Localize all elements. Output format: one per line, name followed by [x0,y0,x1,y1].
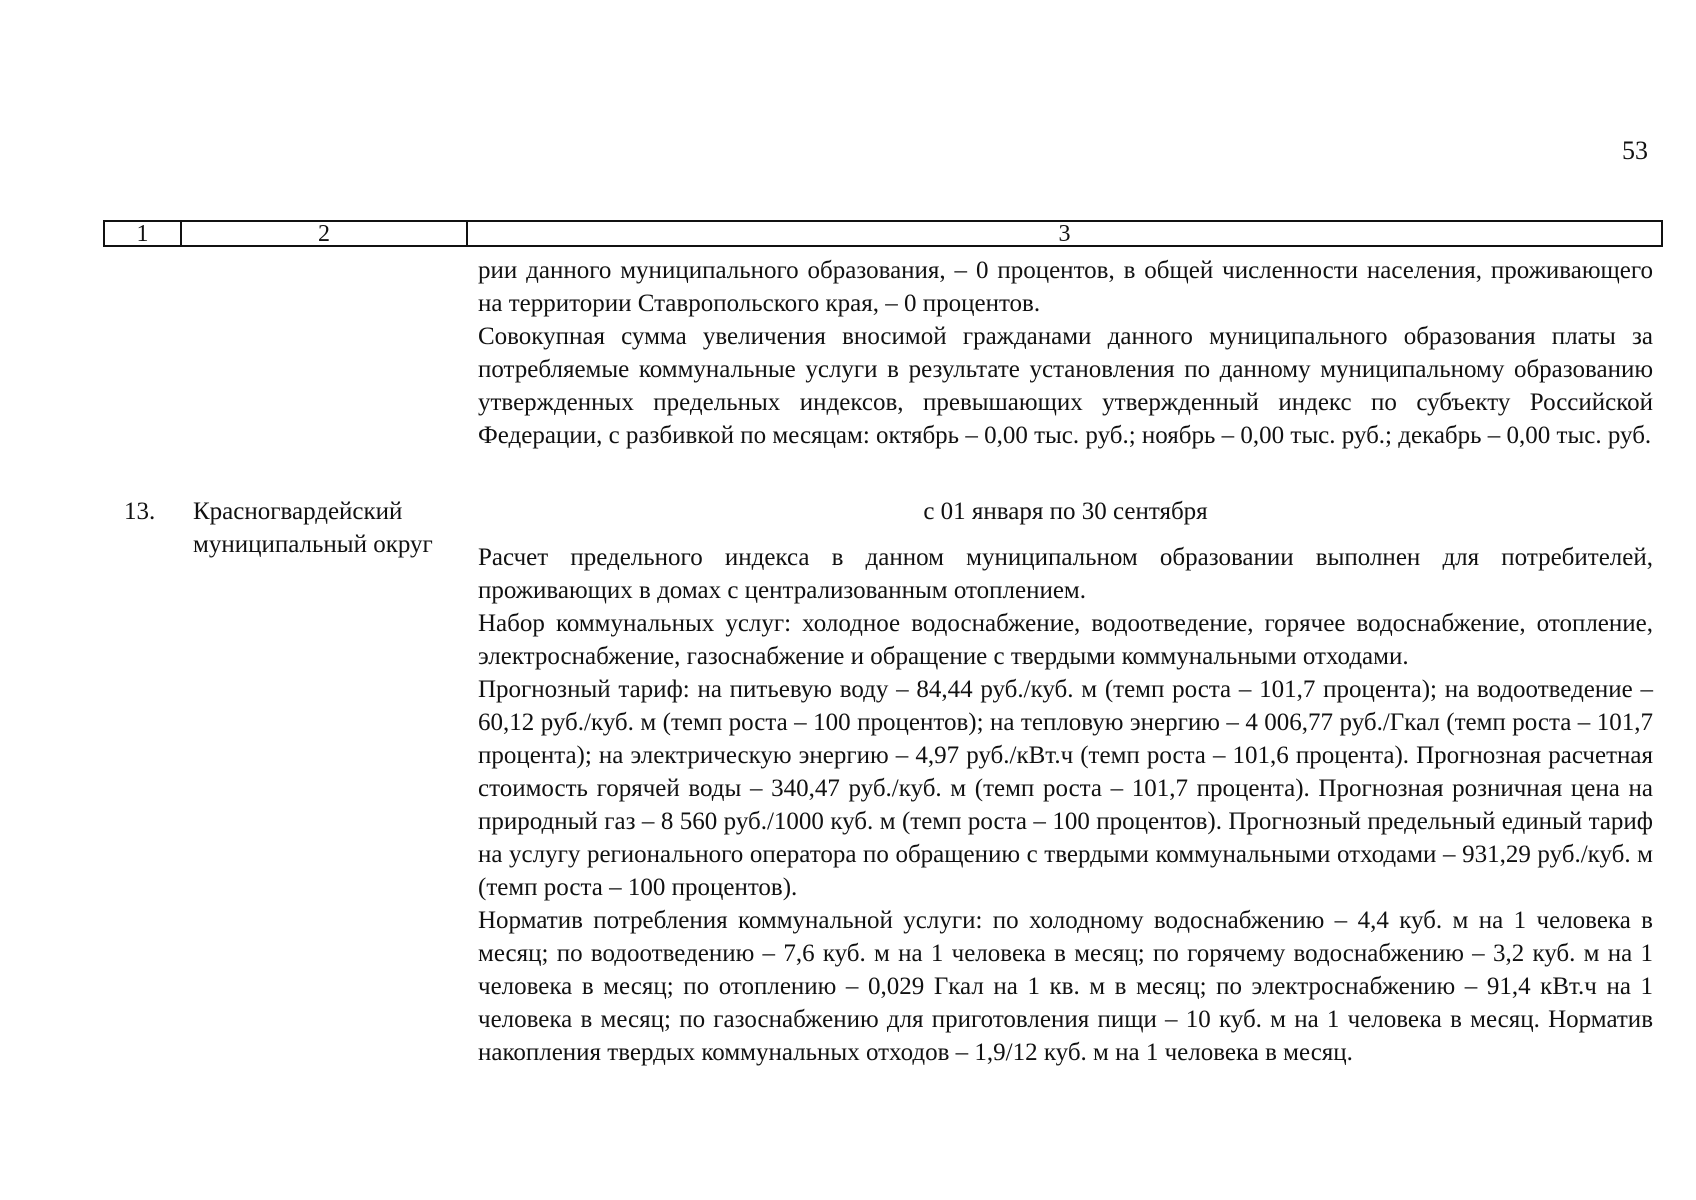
continuation-paragraph-1: рии данного муниципального образования, – 0 процентов, в общей численности населения, проживающего на территории Ставропольского края, – 0 процентов. [478,257,1653,317]
row-number: 13. [124,498,156,525]
table-header-col-1: 1 [105,222,182,245]
table-header-row [103,220,1663,247]
row-paragraph-3: Прогнозный тариф: на питьевую воду – 84,44 руб./куб. м (темп роста – 101,7 процента); на водоотведение – 60,12 руб./куб. м (темп роста – 100 процентов); на тепловую энергию – 4 006,77 руб./Гкал (темп роста – 101,7 процента); на электрическую энергию – 4,97 руб./кВт.ч (темп роста – 101,6 процента). Прогнозная расчетная стоимость горячей воды – 340,47 руб./куб. м (темп роста – 101,7 процента). Прогнозная розничная цена на природный газ – 8 560 руб./1000 куб. м (темп роста – 100 процентов). Прогнозный предельный единый тариф на услугу регионального оператора по обращению с твердыми коммунальными отходами – 931,29 руб./куб. м (темп роста – 100 процентов). [478,676,1653,901]
municipality-name: Красногвардейский муниципальный округ [193,498,433,558]
row-paragraph-2: Набор коммунальных услуг: холодное водоснабжение, водоотведение, горячее водоснабжение, отопление, электроснабжение, газоснабжение и обращение с твердыми коммунальными отходами. [478,610,1653,670]
row-paragraph-4: Норматив потребления коммунальной услуги: по холодному водоснабжению – 4,4 куб. м на 1 человека в месяц; по водоотведению – 7,6 куб. м на 1 человека в месяц; по горячему водоснабжению – 3,2 куб. м на 1 человека в месяц; по отоплению – 0,029 Гкал на 1 кв. м в месяц; по электроснабжению – 91,4 кВт.ч на 1 человека в месяц; по газоснабжению для приготовления пищи – 10 куб. м на 1 человека в месяц. Норматив накопления твердых коммунальных отходов – 1,9/12 куб. м на 1 человека в месяц. [478,907,1653,1066]
row-paragraph-1: Расчет предельного индекса в данном муниципальном образовании выполнен для потребителей, проживающих в домах с централизованным отоплением. [478,544,1653,604]
table-header-col-3: 3 [1058,221,1071,247]
continuation-paragraph-2: Совокупная сумма увеличения вносимой гражданами данного муниципального образования платы за потребляемые коммунальные услуги в результате установления по данному муниципальному образованию утвержденных предельных индексов, превышающих утвержденный индекс по субъекту Российской Федерации, с разбивкой по месяцам: октябрь – 0,00 тыс. руб.; ноябрь – 0,00 тыс. руб.; декабрь – 0,00 тыс. руб. [478,323,1653,449]
continuation-text [478,254,1653,452]
page-number: 53 [1622,136,1648,165]
period-heading: с 01 января по 30 сентября [923,498,1208,525]
table-header-col-2: 2 [182,222,468,245]
row-description [478,541,1653,1069]
